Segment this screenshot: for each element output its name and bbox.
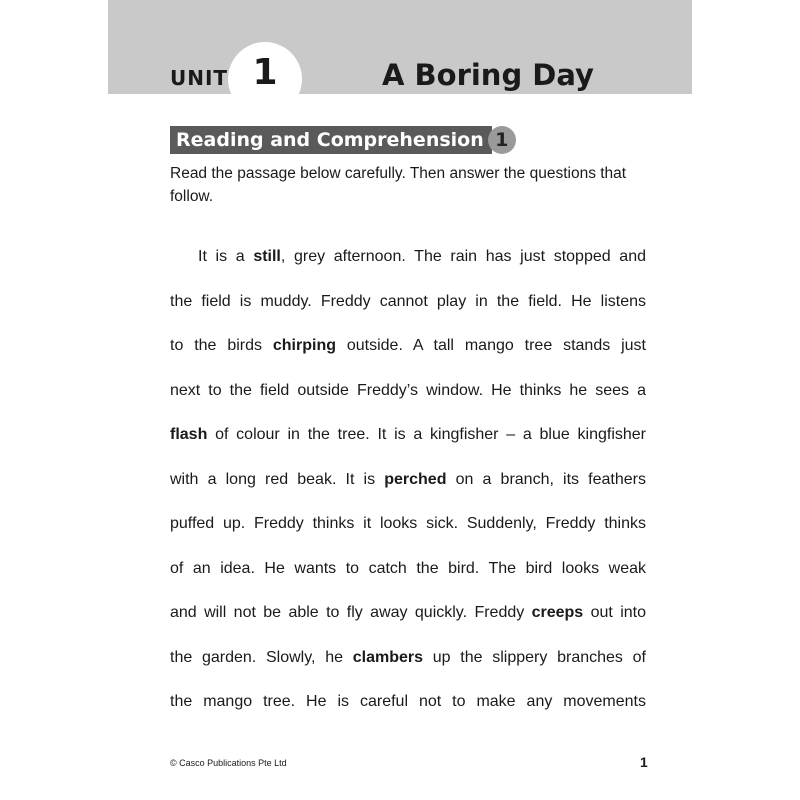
passage-text: outside. A tall mango tree stands just — [335, 337, 646, 354]
passage-line — [170, 693, 646, 711]
page-number: 1 — [640, 754, 648, 770]
passage-line — [170, 649, 646, 667]
section-heading-label: Reading and Comprehension — [170, 126, 492, 154]
passage-text: of an idea. He wants to catch the bird. The bird looks weak — [170, 559, 646, 577]
passage-text: , grey afternoon. The rain has just stopped and — [280, 248, 646, 265]
passage-line — [170, 560, 646, 578]
vocabulary-word: still — [253, 248, 281, 265]
passage-text: up the slippery branches of — [423, 648, 647, 666]
section-number-badge: 1 — [488, 126, 516, 154]
worksheet-page — [108, 0, 692, 800]
unit-number: 1 — [252, 52, 278, 93]
section-heading — [170, 126, 516, 154]
vocabulary-word: chirping — [272, 337, 336, 354]
passage-line — [170, 337, 646, 355]
vocabulary-word: perched — [384, 470, 447, 488]
passage-text: It is a — [198, 248, 254, 265]
passage-line — [170, 471, 646, 489]
vocabulary-word: flash — [170, 426, 208, 443]
passage-line — [198, 248, 646, 266]
passage-line — [170, 293, 646, 311]
passage-text: puffed up. Freddy thinks it looks sick. Suddenly, Freddy thinks — [170, 515, 646, 532]
vocabulary-word: clambers — [352, 648, 423, 666]
vocabulary-word: creeps — [531, 604, 584, 621]
page-title: A Boring Day — [382, 58, 594, 92]
passage-text: the garden. Slowly, he — [170, 648, 353, 666]
passage-text: the field is muddy. Freddy cannot play in the field. He listens — [170, 292, 646, 310]
passage-line — [170, 382, 646, 400]
passage-line — [170, 515, 646, 533]
passage-text: next to the field outside Freddy’s window. He thinks he sees a — [170, 381, 646, 399]
passage-text: with a long red beak. It is — [170, 470, 385, 488]
passage-text: to the birds — [170, 337, 273, 354]
passage-text: and will not be able to fly away quickly. Freddy — [170, 604, 532, 621]
passage-line — [170, 604, 646, 622]
passage-text: out into — [583, 604, 646, 621]
copyright-notice: © Casco Publications Pte Ltd — [170, 758, 287, 768]
instructions-text: Read the passage below carefully. Then answer the questions that follow. — [170, 165, 627, 205]
passage-text: of colour in the tree. It is a kingfisher – a blue kingfisher — [207, 426, 646, 443]
passage-line — [170, 426, 646, 444]
unit-label: UNIT — [170, 66, 229, 90]
passage-text: the mango tree. He is careful not to make any movements — [170, 693, 646, 710]
passage-text: on a branch, its feathers — [446, 470, 646, 488]
